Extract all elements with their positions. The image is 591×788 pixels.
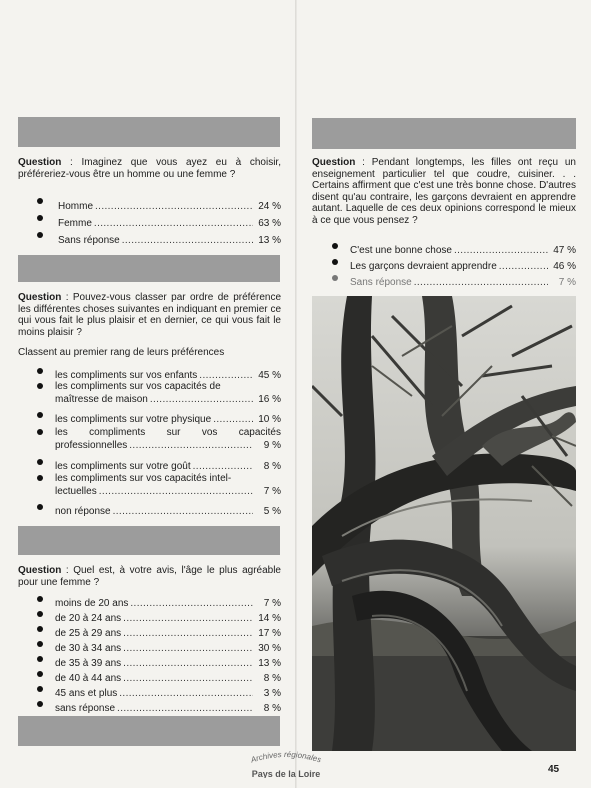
leader-dots	[454, 245, 548, 256]
bullet-icon	[37, 686, 43, 692]
page-number: 45	[548, 764, 560, 775]
answer-item	[40, 427, 281, 454]
answer-item	[40, 473, 281, 500]
section-band-1	[18, 117, 280, 147]
question-1-text: : Imaginez que vous ayez eu à choisir, préféreriez-vous être un homme ou une femme ?	[18, 157, 281, 180]
answer-percent: 17 %	[258, 628, 281, 639]
question-1	[18, 157, 281, 180]
bullet-icon	[37, 701, 43, 707]
leader-dots	[123, 643, 253, 654]
answer-item	[335, 256, 576, 272]
answer-label: de 20 à 24 ans	[55, 613, 122, 624]
answer-label: C'est une bonne chose	[350, 245, 452, 256]
bullet-icon	[37, 626, 43, 632]
bullet-icon	[37, 504, 43, 510]
archives-stamp	[226, 748, 346, 778]
tree-photograph	[312, 296, 576, 751]
answer-item	[40, 699, 281, 714]
answer-percent: 14 %	[258, 613, 281, 624]
answer-item	[335, 272, 576, 288]
leader-dots	[113, 506, 253, 517]
answer-item	[40, 654, 281, 669]
bullet-icon	[37, 475, 43, 481]
leader-dots	[213, 414, 253, 425]
leader-dots	[130, 598, 253, 609]
leader-dots	[414, 277, 548, 288]
bullet-icon	[37, 412, 43, 418]
question-2-label: Question	[18, 292, 62, 303]
answer-label: de 30 à 34 ans	[55, 643, 122, 654]
answer-label-line1: les compliments sur vos capacités de	[55, 381, 221, 392]
answer-label: Sans réponse	[350, 277, 412, 288]
answer-percent: 5 %	[263, 506, 281, 517]
answer-item	[40, 609, 281, 624]
stamp-line2: Pays de la Loire	[251, 769, 321, 778]
answer-label: les compliments sur votre goût	[55, 461, 191, 472]
answer-percent: 8 %	[263, 673, 281, 684]
answer-percent: 7 %	[263, 598, 281, 609]
leader-dots	[499, 261, 548, 272]
bullet-icon	[37, 671, 43, 677]
answer-percent: 10 %	[258, 414, 281, 425]
leader-dots	[193, 461, 253, 472]
leader-dots	[117, 703, 253, 714]
answer-item	[40, 624, 281, 639]
bullet-icon	[37, 596, 43, 602]
leader-dots	[123, 673, 253, 684]
answer-label: Femme	[58, 218, 92, 229]
answer-percent: 13 %	[258, 235, 281, 246]
answer-percent: 16 %	[258, 394, 281, 405]
leader-dots	[99, 486, 253, 497]
answer-item	[40, 195, 281, 212]
answer-percent: 13 %	[258, 658, 281, 669]
question-4-label: Question	[312, 157, 356, 168]
answer-item	[40, 212, 281, 229]
answer-item	[40, 669, 281, 684]
bullet-icon	[332, 259, 338, 265]
leader-dots	[119, 688, 253, 699]
leader-dots	[129, 440, 253, 451]
answer-percent: 8 %	[263, 703, 281, 714]
section-band-4	[18, 716, 280, 746]
answer-label-line2: lectuelles	[55, 486, 97, 497]
answer-label: 45 ans et plus	[55, 688, 118, 699]
bullet-icon	[37, 656, 43, 662]
bullet-icon	[332, 275, 338, 281]
bullet-icon	[37, 215, 43, 221]
leader-dots	[95, 201, 253, 212]
answer-item	[40, 381, 281, 408]
answer-percent: 3 %	[263, 688, 281, 699]
answer-line2	[55, 486, 281, 497]
question-1-label: Question	[18, 157, 62, 168]
answers-4	[335, 240, 576, 288]
question-2-text: : Pouvez-vous classer par ordre de préférence les différentes choses suivantes en indiquant en premier ce qui vous fait le plus plaisir et en dernier, ce qui vous fait le moins plaisir ?	[18, 292, 281, 338]
bullet-icon	[37, 429, 43, 435]
answer-label: de 35 à 39 ans	[55, 658, 122, 669]
answers-1	[40, 195, 281, 246]
answers-2d	[40, 502, 281, 517]
bullet-icon	[332, 243, 338, 249]
answer-label-line2: maîtresse de maison	[55, 394, 148, 405]
tree-photo-illustration	[312, 296, 576, 751]
answers-2	[40, 366, 281, 381]
answer-item	[40, 502, 281, 517]
answer-label-line2: professionnelles	[55, 440, 128, 451]
section-band-5	[312, 118, 576, 149]
answers-2c	[40, 457, 281, 472]
answer-percent: 63 %	[258, 218, 281, 229]
answer-label: Les garçons devraient apprendre	[350, 261, 497, 272]
answer-item	[40, 639, 281, 654]
answer-item	[40, 366, 281, 381]
section-band-3	[18, 526, 280, 555]
answer-percent: 7 %	[558, 277, 576, 288]
page-fold	[295, 0, 297, 788]
answer-item	[40, 457, 281, 472]
answer-label-line1: les compliments sur vos capacités intel-	[55, 473, 232, 484]
answer-line2	[55, 394, 281, 405]
bullet-icon	[37, 459, 43, 465]
stamp-line1: Archives régionales	[249, 749, 323, 765]
answer-percent: 24 %	[258, 201, 281, 212]
answers-2b	[40, 410, 281, 425]
bullet-icon	[37, 368, 43, 374]
bullet-icon	[37, 641, 43, 647]
question-3	[18, 565, 281, 588]
leader-dots	[123, 658, 253, 669]
answer-label: non réponse	[55, 506, 111, 517]
leader-dots	[123, 628, 253, 639]
leader-dots	[150, 394, 253, 405]
answer-percent: 8 %	[263, 461, 281, 472]
question-3-text: : Quel est, à votre avis, l'âge le plus agréable pour une femme ?	[18, 565, 281, 588]
answer-percent: 47 %	[553, 245, 576, 256]
answer-item	[40, 684, 281, 699]
bullet-icon	[37, 232, 43, 238]
leader-dots	[123, 613, 253, 624]
question-2-intro: Classent au premier rang de leurs préférences	[18, 347, 225, 358]
answer-item	[335, 240, 576, 256]
answer-label: sans réponse	[55, 703, 116, 714]
answer-label: Sans réponse	[58, 235, 120, 246]
answer-line2	[55, 440, 281, 451]
bullet-icon	[37, 198, 43, 204]
leader-dots	[94, 218, 253, 229]
answer-label: Homme	[58, 201, 94, 212]
svg-text:Archives régionales	[249, 750, 323, 765]
answer-percent: 46 %	[553, 261, 576, 272]
bullet-icon	[37, 383, 43, 389]
leader-dots	[122, 235, 253, 246]
section-band-2	[18, 255, 280, 282]
answer-label: de 40 à 44 ans	[55, 673, 122, 684]
answer-percent: 30 %	[258, 643, 281, 654]
answer-item	[40, 229, 281, 246]
answer-label: les compliments sur votre physique	[55, 414, 212, 425]
answer-item	[40, 410, 281, 425]
bullet-icon	[37, 611, 43, 617]
question-3-label: Question	[18, 565, 62, 576]
question-4-text: : Pendant longtemps, les filles ont reçu un enseignement particulier tel que coudre, cuisiner. . . Certains affirment que c'est une très bonne chose. D'autres disent qu'au contraire, les garçons devraient en apprendre autant. Laquelle de ces deux opinions correspond le mieux à ce que vous pensez ?	[312, 157, 576, 226]
question-4	[312, 157, 576, 227]
answer-percent: 7 %	[263, 486, 281, 497]
answer-label-line1: les compliments sur vos capacités	[55, 427, 281, 438]
answer-percent: 9 %	[263, 440, 281, 451]
leader-dots	[199, 370, 253, 381]
answer-label: de 25 à 29 ans	[55, 628, 122, 639]
question-2	[18, 292, 281, 338]
answer-label: les compliments sur vos enfants	[55, 370, 198, 381]
answers-3	[40, 594, 281, 714]
answer-item	[40, 594, 281, 609]
answer-percent: 45 %	[258, 370, 281, 381]
answer-label: moins de 20 ans	[55, 598, 129, 609]
